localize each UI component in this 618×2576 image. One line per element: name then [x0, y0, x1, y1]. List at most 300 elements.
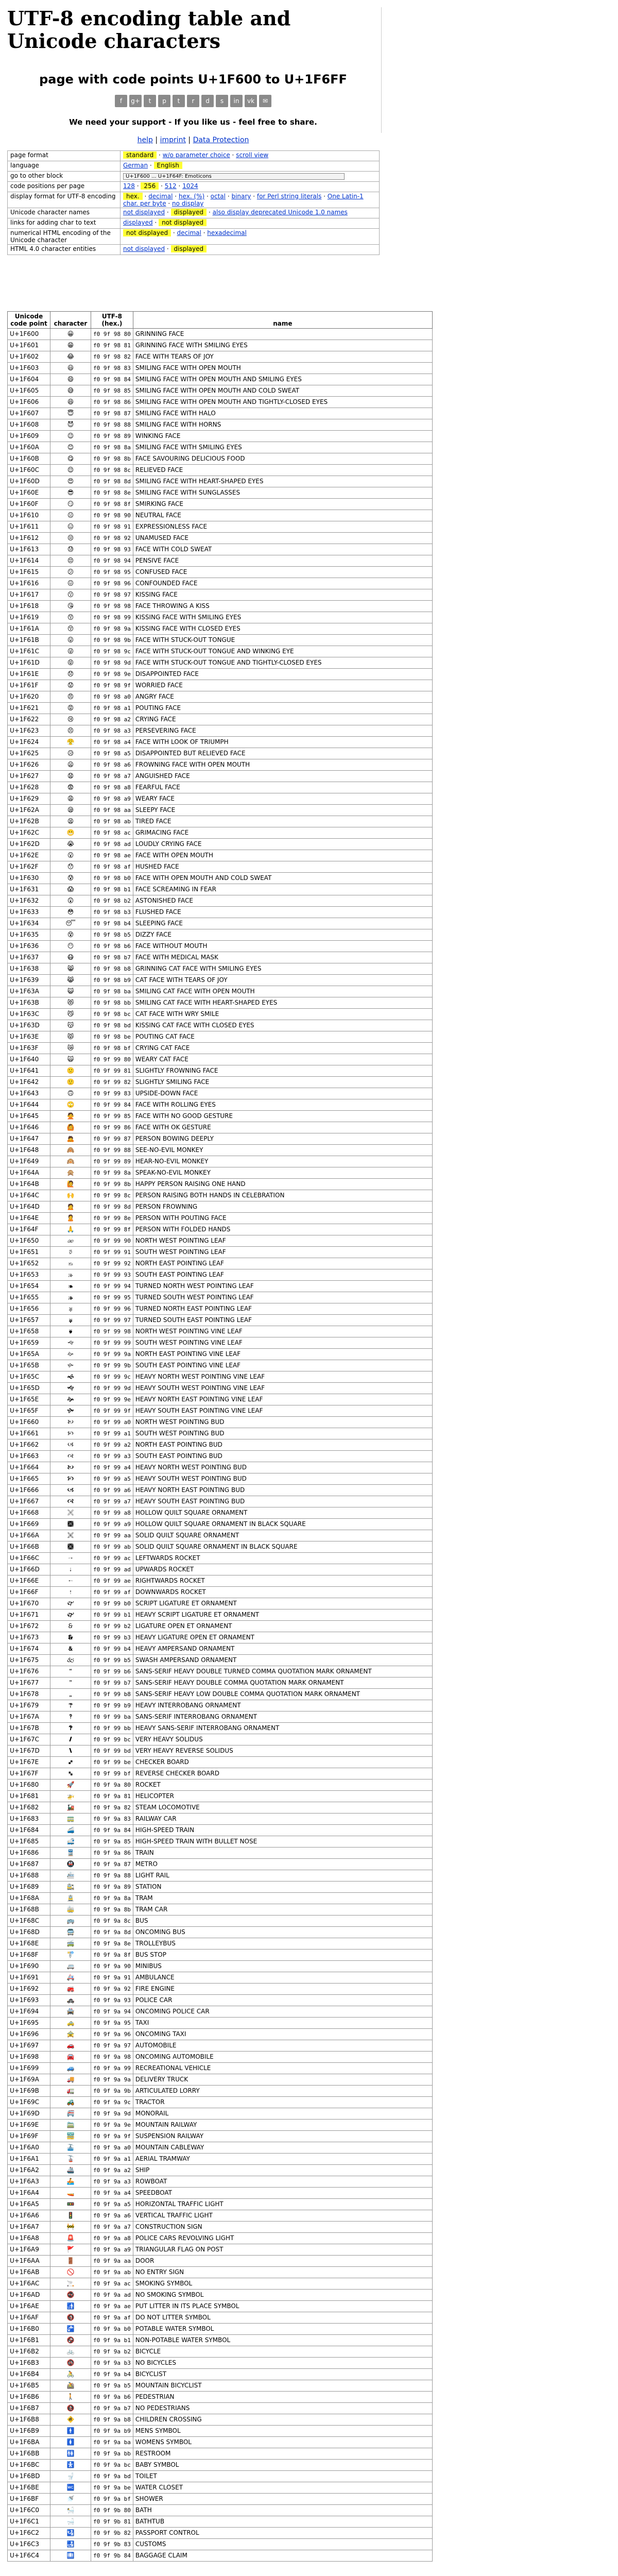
- character-cell: 🚃: [50, 1814, 91, 1825]
- code-point-cell: U+1F6BD: [8, 2471, 50, 2482]
- character-cell: 😱: [50, 884, 91, 895]
- utf8-cell: f0 9f 9a aa: [91, 2256, 133, 2267]
- option-label: code positions per page: [8, 182, 121, 192]
- table-row: [8, 1655, 433, 1666]
- code-point-cell: U+1F601: [8, 340, 50, 351]
- name-cell: SLIGHTLY FROWNING FACE: [133, 1065, 432, 1077]
- option-separator: ·: [134, 182, 141, 190]
- code-point-cell: U+1F6BF: [8, 2494, 50, 2505]
- character-cell: 🚲: [50, 2346, 91, 2358]
- table-row: [8, 816, 433, 827]
- table-row: [8, 2392, 433, 2403]
- option-link[interactable]: octal: [210, 193, 226, 200]
- character-cell: 😋: [50, 453, 91, 465]
- character-cell: 😇: [50, 408, 91, 419]
- table-row: [8, 1950, 433, 1961]
- table-row: [8, 2188, 433, 2199]
- table-row: [8, 1825, 433, 1836]
- name-cell: EXPRESSIONLESS FACE: [133, 521, 432, 533]
- utf8-cell: f0 9f 99 8a: [91, 1167, 133, 1179]
- character-cell: 😊: [50, 442, 91, 453]
- character-cell: 🚢: [50, 2165, 91, 2176]
- character-cell: 😒: [50, 533, 91, 544]
- character-cell: 🚸: [50, 2414, 91, 2426]
- options-table: [7, 150, 380, 255]
- table-row: [8, 1882, 433, 1893]
- code-point-cell: U+1F607: [8, 408, 50, 419]
- utf8-cell: f0 9f 98 86: [91, 397, 133, 408]
- name-cell: GRINNING CAT FACE WITH SMILING EYES: [133, 963, 432, 975]
- table-row: [8, 771, 433, 782]
- table-row: [8, 2460, 433, 2471]
- table-row: [8, 487, 433, 499]
- table-row: [8, 737, 433, 748]
- digg-icon[interactable]: d: [201, 95, 214, 107]
- tumblr-icon[interactable]: t: [173, 95, 185, 107]
- option-link[interactable]: displayed: [123, 219, 153, 226]
- utf8-cell: f0 9f 98 b6: [91, 941, 133, 952]
- table-row: [8, 2176, 433, 2188]
- table-row: [8, 1904, 433, 1916]
- name-cell: FACE WITH ROLLING EYES: [133, 1099, 432, 1111]
- table-row: [8, 419, 433, 431]
- character-cell: 🙏: [50, 1224, 91, 1235]
- utf8-cell: f0 9f 99 b6: [91, 1666, 133, 1677]
- character-cell: 🚈: [50, 1870, 91, 1882]
- character-cell: 😅: [50, 385, 91, 397]
- table-row: [8, 2324, 433, 2335]
- utf8-cell: f0 9f 98 81: [91, 340, 133, 351]
- table-row: [8, 952, 433, 963]
- pinterest-icon[interactable]: p: [158, 95, 170, 107]
- option-link[interactable]: not displayed: [123, 245, 165, 252]
- option-link[interactable]: One Latin-1 char. per byte: [123, 193, 364, 207]
- code-point-cell: U+1F656: [8, 1303, 50, 1315]
- name-cell: FACE WITH STUCK-OUT TONGUE AND TIGHTLY-CLOSED EYES: [133, 657, 432, 669]
- code-point-cell: U+1F6B7: [8, 2403, 50, 2414]
- option-values: [121, 229, 380, 245]
- character-cell: 😯: [50, 861, 91, 873]
- name-cell: NO BICYCLES: [133, 2358, 432, 2369]
- option-link[interactable]: binary: [231, 193, 251, 200]
- character-cell: 🙲: [50, 1621, 91, 1632]
- table-row: [8, 873, 433, 884]
- utf8-cell: f0 9f 98 8f: [91, 499, 133, 510]
- table-row: [8, 918, 433, 929]
- character-cell: 🚖: [50, 2029, 91, 2040]
- option-selected: not displayed: [159, 219, 207, 226]
- table-row: [8, 510, 433, 521]
- table-row: [8, 2097, 433, 2108]
- utf8-cell: f0 9f 9b 82: [91, 2528, 133, 2539]
- code-point-cell: U+1F6B2: [8, 2346, 50, 2358]
- name-cell: CHECKER BOARD: [133, 1757, 432, 1768]
- option-link[interactable]: w/o parameter choice: [162, 151, 230, 159]
- character-cell: 🚉: [50, 1882, 91, 1893]
- option-link[interactable]: not displayed: [123, 209, 165, 216]
- code-point-cell: U+1F680: [8, 1780, 50, 1791]
- name-cell: TURNED NORTH EAST POINTING LEAF: [133, 1303, 432, 1315]
- table-row: [8, 340, 433, 351]
- utf8-cell: f0 9f 9a 8a: [91, 1893, 133, 1904]
- name-cell: BATH: [133, 2505, 432, 2516]
- utf8-cell: f0 9f 99 ba: [91, 1711, 133, 1723]
- character-cell: 🙈: [50, 1145, 91, 1156]
- name-cell: KISSING CAT FACE WITH CLOSED EYES: [133, 1020, 432, 1031]
- table-row: [8, 1235, 433, 1247]
- name-cell: PERSON RAISING BOTH HANDS IN CELEBRATION: [133, 1190, 432, 1201]
- utf8-cell: f0 9f 9a b2: [91, 2346, 133, 2358]
- name-cell: DELIVERY TRUCK: [133, 2074, 432, 2086]
- name-cell: FACE WITH NO GOOD GESTURE: [133, 1111, 432, 1122]
- utf8-cell: f0 9f 9a 83: [91, 1814, 133, 1825]
- code-point-cell: U+1F6B6: [8, 2392, 50, 2403]
- block-select[interactable]: U+1F600 ... U+1F64F: Emoticons: [123, 173, 345, 180]
- utf8-cell: f0 9f 99 90: [91, 1235, 133, 1247]
- utf8-cell: f0 9f 9a 94: [91, 2006, 133, 2018]
- name-cell: HEAVY SOUTH EAST POINTING BUD: [133, 1496, 432, 1507]
- name-cell: DOOR: [133, 2256, 432, 2267]
- twitter-icon[interactable]: t: [144, 95, 156, 107]
- option-link[interactable]: hexadecimal: [207, 229, 247, 236]
- facebook-icon[interactable]: f: [115, 95, 127, 107]
- option-label: Unicode character names: [8, 208, 121, 218]
- table-row: [8, 1043, 433, 1054]
- utf8-cell: f0 9f 99 b5: [91, 1655, 133, 1666]
- utf8-cell: f0 9f 9a ba: [91, 2437, 133, 2448]
- utf8-cell: f0 9f 9a a8: [91, 2233, 133, 2244]
- table-row: [8, 1836, 433, 1848]
- code-point-cell: U+1F674: [8, 1643, 50, 1655]
- utf8-cell: f0 9f 98 96: [91, 578, 133, 589]
- character-cell: 🚥: [50, 2199, 91, 2210]
- code-point-cell: U+1F68A: [8, 1893, 50, 1904]
- name-cell: KISSING FACE: [133, 589, 432, 601]
- name-cell: FACE WITH OPEN MOUTH AND COLD SWEAT: [133, 873, 432, 884]
- character-cell: 🙶: [50, 1666, 91, 1677]
- table-row: [8, 2335, 433, 2346]
- option-link[interactable]: scroll view: [236, 151, 269, 159]
- option-link[interactable]: 1024: [182, 182, 198, 190]
- name-cell: SMILING CAT FACE WITH HEART-SHAPED EYES: [133, 997, 432, 1009]
- character-cell: 😹: [50, 975, 91, 986]
- name-cell: SUSPENSION RAILWAY: [133, 2131, 432, 2142]
- character-cell: 😚: [50, 623, 91, 635]
- code-point-cell: U+1F6A2: [8, 2165, 50, 2176]
- character-cell: 🙥: [50, 1473, 91, 1485]
- help-links: [7, 136, 379, 144]
- table-row: [8, 521, 433, 533]
- name-cell: CHILDREN CROSSING: [133, 2414, 432, 2426]
- name-cell: SANS-SERIF HEAVY LOW DOUBLE COMMA QUOTATION MARK ORNAMENT: [133, 1689, 432, 1700]
- code-point-cell: U+1F68C: [8, 1916, 50, 1927]
- code-point-cell: U+1F6B8: [8, 2414, 50, 2426]
- table-row: [8, 748, 433, 759]
- utf8-cell: f0 9f 99 b8: [91, 1689, 133, 1700]
- character-cell: 🙟: [50, 1405, 91, 1417]
- table-row: [8, 1167, 433, 1179]
- utf8-cell: f0 9f 99 99: [91, 1337, 133, 1349]
- character-cell: 😦: [50, 759, 91, 771]
- name-cell: SOLID QUILT SQUARE ORNAMENT IN BLACK SQUARE: [133, 1541, 432, 1553]
- name-cell: FACE WITH TEARS OF JOY: [133, 351, 432, 363]
- code-point-cell: U+1F61A: [8, 623, 50, 635]
- table-row: [8, 2482, 433, 2494]
- name-cell: SCRIPT LIGATURE ET ORNAMENT: [133, 1598, 432, 1609]
- option-separator: ·: [166, 200, 173, 207]
- name-cell: FIRE ENGINE: [133, 1984, 432, 1995]
- name-cell: HEAR-NO-EVIL MONKEY: [133, 1156, 432, 1167]
- utf8-cell: f0 9f 9b 81: [91, 2516, 133, 2528]
- name-cell: FACE SCREAMING IN FEAR: [133, 884, 432, 895]
- code-point-cell: U+1F67C: [8, 1734, 50, 1745]
- utf8-cell: f0 9f 98 8b: [91, 453, 133, 465]
- vk-icon[interactable]: vk: [245, 95, 257, 107]
- ad-area: [381, 7, 386, 133]
- utf8-cell: f0 9f 98 bb: [91, 997, 133, 1009]
- code-point-cell: U+1F6BC: [8, 2460, 50, 2471]
- utf8-cell: f0 9f 9a 93: [91, 1995, 133, 2006]
- utf8-cell: f0 9f 99 b0: [91, 1598, 133, 1609]
- utf8-cell: f0 9f 99 a0: [91, 1417, 133, 1428]
- code-point-cell: U+1F66A: [8, 1530, 50, 1541]
- option-link[interactable]: 512: [164, 182, 177, 190]
- character-cell: 😉: [50, 431, 91, 442]
- code-point-cell: U+1F655: [8, 1292, 50, 1303]
- utf8-cell: f0 9f 98 88: [91, 419, 133, 431]
- character-cell: 😌: [50, 465, 91, 476]
- character-cell: 😼: [50, 1009, 91, 1020]
- table-row: [8, 1439, 433, 1451]
- utf8-cell: f0 9f 99 b4: [91, 1643, 133, 1655]
- table-row: [8, 2029, 433, 2040]
- table-row: [8, 1224, 433, 1235]
- table-row: [8, 397, 433, 408]
- option-link[interactable]: also display deprecated Unicode 1.0 names: [212, 209, 348, 216]
- code-point-cell: U+1F6B1: [8, 2335, 50, 2346]
- utf8-cell: f0 9f 9a 81: [91, 1791, 133, 1802]
- name-cell: NORTH WEST POINTING LEAF: [133, 1235, 432, 1247]
- option-values: [121, 208, 380, 218]
- option-link[interactable]: no display: [172, 200, 204, 207]
- code-point-cell: U+1F6A4: [8, 2188, 50, 2199]
- character-cell: 🚚: [50, 2074, 91, 2086]
- table-row: [8, 2267, 433, 2278]
- character-cell: 😵: [50, 929, 91, 941]
- utf8-cell: f0 9f 99 9c: [91, 1371, 133, 1383]
- character-cell: 🚕: [50, 2018, 91, 2029]
- character-cell: 🙼: [50, 1734, 91, 1745]
- option-row: [8, 182, 380, 192]
- character-cell: 🙻: [50, 1723, 91, 1734]
- character-cell: 🙉: [50, 1156, 91, 1167]
- code-point-cell: U+1F61E: [8, 669, 50, 680]
- utf8-cell: f0 9f 99 bf: [91, 1768, 133, 1780]
- linkedin-icon[interactable]: in: [230, 95, 243, 107]
- header-character: character: [50, 312, 91, 329]
- table-row: [8, 1405, 433, 1417]
- name-cell: NORTH EAST POINTING LEAF: [133, 1258, 432, 1269]
- email-icon[interactable]: ✉: [259, 95, 271, 107]
- code-point-cell: U+1F60F: [8, 499, 50, 510]
- code-point-cell: U+1F635: [8, 929, 50, 941]
- name-cell: HEAVY SCRIPT LIGATURE ET ORNAMENT: [133, 1609, 432, 1621]
- table-row: [8, 2199, 433, 2210]
- table-row: [8, 2052, 433, 2063]
- name-cell: VERY HEAVY SOLIDUS: [133, 1734, 432, 1745]
- utf8-cell: f0 9f 99 89: [91, 1156, 133, 1167]
- option-row: [8, 218, 380, 229]
- name-cell: KISSING FACE WITH CLOSED EYES: [133, 623, 432, 635]
- code-point-cell: U+1F679: [8, 1700, 50, 1711]
- character-cell: 😣: [50, 725, 91, 737]
- character-cell: 🚇: [50, 1859, 91, 1870]
- name-cell: SMILING FACE WITH HORNS: [133, 419, 432, 431]
- name-cell: FACE WITH COLD SWEAT: [133, 544, 432, 555]
- option-link[interactable]: 128: [123, 182, 135, 190]
- character-cell: 🛁: [50, 2516, 91, 2528]
- google-plus-icon[interactable]: g+: [129, 95, 142, 107]
- help-link[interactable]: help: [137, 136, 153, 144]
- table-row: [8, 2471, 433, 2482]
- utf8-cell: f0 9f 99 92: [91, 1258, 133, 1269]
- character-cell: 😀: [50, 329, 91, 340]
- utf8-cell: f0 9f 98 ae: [91, 850, 133, 861]
- option-separator: ·: [165, 245, 171, 252]
- option-link[interactable]: decimal: [177, 229, 201, 236]
- character-cell: 🚏: [50, 1950, 91, 1961]
- name-cell: ASTONISHED FACE: [133, 895, 432, 907]
- character-cell: 🙍: [50, 1201, 91, 1213]
- code-point-cell: U+1F608: [8, 419, 50, 431]
- name-cell: PEDESTRIAN: [133, 2392, 432, 2403]
- table-row: [8, 2448, 433, 2460]
- name-cell: FACE WITH MEDICAL MASK: [133, 952, 432, 963]
- name-cell: HEAVY NORTH WEST POINTING VINE LEAF: [133, 1371, 432, 1383]
- table-row: [8, 1292, 433, 1303]
- table-row: [8, 986, 433, 997]
- table-row: [8, 1802, 433, 1814]
- code-point-cell: U+1F632: [8, 895, 50, 907]
- code-point-cell: U+1F659: [8, 1337, 50, 1349]
- code-point-cell: U+1F613: [8, 544, 50, 555]
- code-point-cell: U+1F6AA: [8, 2256, 50, 2267]
- character-cell: 😠: [50, 691, 91, 703]
- code-point-cell: U+1F6C3: [8, 2539, 50, 2550]
- utf8-cell: f0 9f 98 a2: [91, 714, 133, 725]
- option-separator: ·: [171, 229, 177, 236]
- utf8-cell: f0 9f 98 9c: [91, 646, 133, 657]
- code-point-cell: U+1F675: [8, 1655, 50, 1666]
- option-link[interactable]: German: [123, 162, 148, 169]
- table-row: [8, 544, 433, 555]
- name-cell: SMILING FACE WITH HEART-SHAPED EYES: [133, 476, 432, 487]
- character-cell: 🚐: [50, 1961, 91, 1972]
- code-point-cell: U+1F620: [8, 691, 50, 703]
- code-point-cell: U+1F650: [8, 1235, 50, 1247]
- utf8-cell: f0 9f 9a 9b: [91, 2086, 133, 2097]
- code-point-cell: U+1F62E: [8, 850, 50, 861]
- utf8-cell: f0 9f 9a ac: [91, 2278, 133, 2290]
- utf8-cell: f0 9f 99 b9: [91, 1700, 133, 1711]
- utf8-cell: f0 9f 99 b3: [91, 1632, 133, 1643]
- code-point-cell: U+1F69C: [8, 2097, 50, 2108]
- option-label: HTML 4.0 character entities: [8, 245, 121, 255]
- name-cell: SHIP: [133, 2165, 432, 2176]
- table-row: [8, 1689, 433, 1700]
- utf8-cell: f0 9f 98 a0: [91, 691, 133, 703]
- table-row: [8, 2312, 433, 2324]
- name-cell: WORRIED FACE: [133, 680, 432, 691]
- option-link[interactable]: decimal: [148, 193, 173, 200]
- utf8-cell: f0 9f 99 8d: [91, 1201, 133, 1213]
- help-link[interactable]: imprint: [160, 136, 186, 144]
- character-cell: 😰: [50, 873, 91, 884]
- help-link[interactable]: Data Protection: [193, 136, 249, 144]
- table-row: [8, 907, 433, 918]
- table-row: [8, 1575, 433, 1587]
- table-row: [8, 465, 433, 476]
- option-label: language: [8, 161, 121, 172]
- character-cell: 😓: [50, 544, 91, 555]
- reddit-icon[interactable]: r: [187, 95, 199, 107]
- utf8-cell: f0 9f 9a b0: [91, 2324, 133, 2335]
- character-cell: 🙦: [50, 1485, 91, 1496]
- code-point-cell: U+1F649: [8, 1156, 50, 1167]
- name-cell: UNAMUSED FACE: [133, 533, 432, 544]
- name-cell: ROWBOAT: [133, 2176, 432, 2188]
- name-cell: PERSEVERING FACE: [133, 725, 432, 737]
- character-cell: 🚍: [50, 1927, 91, 1938]
- table-row: [8, 1473, 433, 1485]
- option-link[interactable]: hex. (%): [178, 193, 205, 200]
- utf8-cell: f0 9f 9a 82: [91, 1802, 133, 1814]
- name-cell: FACE THROWING A KISS: [133, 601, 432, 612]
- character-cell: 😏: [50, 499, 91, 510]
- utf8-cell: f0 9f 9a bd: [91, 2471, 133, 2482]
- code-point-cell: U+1F67F: [8, 1768, 50, 1780]
- name-cell: NORTH WEST POINTING VINE LEAF: [133, 1326, 432, 1337]
- utf8-cell: f0 9f 98 8c: [91, 465, 133, 476]
- table-row: [8, 2131, 433, 2142]
- character-cell: 🚑: [50, 1972, 91, 1984]
- table-row: [8, 884, 433, 895]
- option-link[interactable]: for Perl string literals: [256, 193, 322, 200]
- stumbleupon-icon[interactable]: s: [216, 95, 228, 107]
- utf8-cell: f0 9f 98 ac: [91, 827, 133, 839]
- unicode-table: [7, 311, 433, 2562]
- code-point-cell: U+1F603: [8, 363, 50, 374]
- utf8-cell: f0 9f 9a 96: [91, 2029, 133, 2040]
- utf8-cell: f0 9f 9a b8: [91, 2414, 133, 2426]
- code-point-cell: U+1F666: [8, 1485, 50, 1496]
- character-cell: 🚧: [50, 2222, 91, 2233]
- character-cell: 😬: [50, 827, 91, 839]
- utf8-cell: f0 9f 9a 9a: [91, 2074, 133, 2086]
- character-cell: 😘: [50, 601, 91, 612]
- code-point-cell: U+1F636: [8, 941, 50, 952]
- name-cell: FACE WITH OK GESTURE: [133, 1122, 432, 1133]
- code-point-cell: U+1F602: [8, 351, 50, 363]
- option-row: [8, 192, 380, 208]
- name-cell: TROLLEYBUS: [133, 1938, 432, 1950]
- utf8-cell: f0 9f 99 87: [91, 1133, 133, 1145]
- name-cell: BUS: [133, 1916, 432, 1927]
- table-row: [8, 2346, 433, 2358]
- name-cell: HEAVY SOUTH EAST POINTING VINE LEAF: [133, 1405, 432, 1417]
- table-row: [8, 2074, 433, 2086]
- character-cell: 🚬: [50, 2278, 91, 2290]
